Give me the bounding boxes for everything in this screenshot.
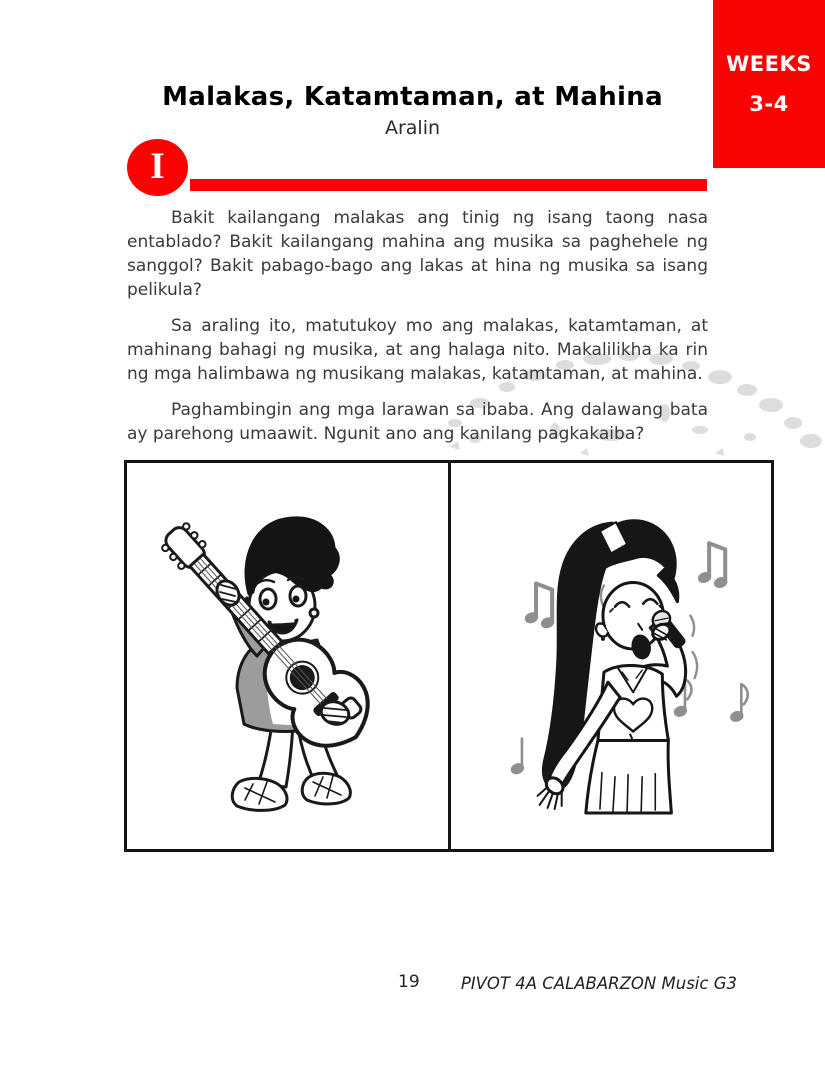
boy-playing-guitar-illustration [127, 463, 448, 849]
figure-panel-left [127, 463, 451, 849]
page-title: Malakas, Katamtaman, at Mahina [162, 82, 663, 112]
music-note-icon [698, 543, 727, 588]
intro-paragraph-2: Sa araling ito, matutukoy mo ang malakas, katamtaman, at mahinang bahagi ng musika, at ang halaga nito. Makalilikha ka rin ng mga halimbawa ng musikang malakas, katamtaman, at mahina. [127, 316, 708, 384]
girl-figure [538, 521, 689, 813]
module-label: PIVOT 4A CALABARZON Music G3 [460, 974, 737, 993]
page-subtitle: Aralin [384, 117, 441, 139]
music-note-icon [730, 684, 748, 722]
figure-panel-right [451, 463, 771, 849]
section-marker-badge [127, 139, 188, 196]
intro-paragraph-1: Bakit kailangang malakas ang tinig ng isang taong nasa entablado? Bakit kailangang mahina ang musika sa paghehele ng sanggol? Bakit pabago-bago ang lakas at hina ng musika sa isang pelikula? [127, 208, 708, 300]
intro-text [127, 206, 708, 458]
section-rule [190, 179, 707, 191]
weeks-badge-label: WEEKS [726, 52, 812, 76]
section-marker-letter: I [150, 145, 165, 187]
intro-paragraph-3: Paghambingin ang mga larawan sa ibaba. Ang dalawang bata ay parehong umaawit. Ngunit ano ang kanilang pagkakaiba? [127, 400, 708, 444]
weeks-badge-range: 3-4 [749, 92, 789, 116]
girl-singing-illustration [451, 463, 771, 849]
music-note-icon [511, 739, 524, 775]
page-number: 19 [398, 972, 420, 992]
boy-shoes [232, 773, 350, 810]
comparison-figure-box [124, 460, 774, 852]
music-note-icon [525, 584, 554, 629]
